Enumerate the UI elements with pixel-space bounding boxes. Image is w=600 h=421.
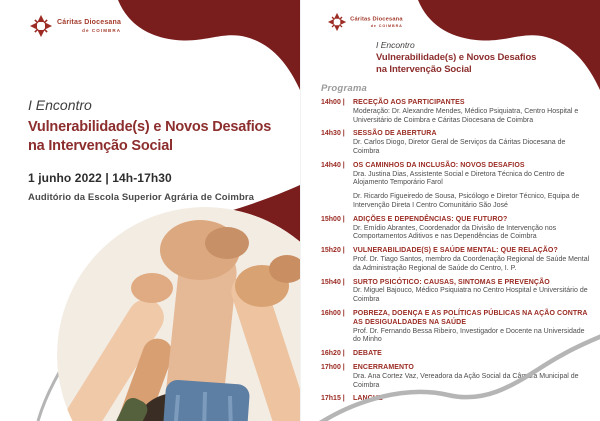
logo-text (350, 16, 403, 28)
program-item-description: Dr. Miguel Bajouco, Médico Psiquiatra no Centro Hospital e Universitário de Coimbra (353, 287, 588, 304)
program-item (321, 247, 591, 273)
event-venue: Auditório da Escola Superior Agrária de Coimbra (28, 192, 255, 204)
caritas-logo (328, 13, 403, 31)
program-item-title: ADIÇÕES E DEPENDÊNCIAS: QUE FUTURO? (353, 215, 508, 223)
logo-text (57, 19, 121, 33)
program-item-time: 14h00 | (321, 99, 345, 106)
program-item-title: ENCERRAMENTO (353, 363, 414, 371)
gray-wave-line (310, 321, 600, 421)
program-item-description: Moderação: Dr. Alexandre Mendes, Médico Psiquiatra, Centro Hospital e Universitário de Coimbra e Cáritas Diocesana de Coimbra (353, 107, 579, 124)
event-title-line2: na Intervenção Social (28, 137, 173, 154)
event-title-line2: na Intervenção Social (376, 64, 472, 76)
logo-title: Cáritas Diocesana (57, 18, 122, 26)
program-item-body (353, 279, 591, 305)
program-item-description: Dr. Ricardo Figueiredo de Sousa, Psicólogo e Diretor Técnico, Equipa de Intervenção Direta I Centro Comunitário São José (353, 193, 580, 209)
program-item-title: RECEÇÃO AOS PARTICIPANTES (353, 99, 465, 106)
program-item-title: VULNERABILIDADE(S) E SAÚDE MENTAL: QUE RELAÇÃO? (353, 247, 558, 255)
program-page-header (376, 40, 591, 77)
red-blob-decoration (116, 0, 300, 110)
program-item-description: Dr. Carlos Diogo, Diretor Geral de Serviços da Cáritas Diocesana de Coimbra (353, 139, 566, 155)
program-item-title: POBREZA, DOENÇA E AS POLÍTICAS PÚBLICAS NA AÇÃO CONTRA AS DESIGUALDADES NA SAÚDE (353, 309, 588, 326)
program-item-body (353, 216, 591, 242)
program-item-title: SESSÃO DE ABERTURA (353, 130, 437, 138)
program-item-body (353, 130, 591, 156)
event-title-line1: Vulnerabilidade(s) e Novos Desafios (28, 119, 272, 135)
program-label: Programa (321, 83, 367, 94)
program-item-time: 14h40 | (321, 161, 345, 169)
caritas-cross-icon (30, 15, 52, 37)
hands-photo-composition (0, 150, 300, 421)
program-item-description: Dr. Emídio Abrantes, Coordenador da Divisão de Intervenção nos Comportamentos Aditivos e nas Dependências de Coimbra (353, 224, 557, 241)
program-item-body (353, 162, 591, 211)
program-item-time: 16h20 | (321, 350, 345, 358)
logo-title: Cáritas Diocesana (350, 16, 403, 22)
event-title-line1: Vulnerabilidade(s) e Novos Desafios (376, 52, 537, 63)
program-item (321, 162, 591, 211)
program-item-title: DEBATE (353, 350, 382, 358)
event-edition: I Encontro (28, 97, 92, 113)
program-item (321, 130, 591, 156)
program-item-time: 16h00 | (321, 309, 345, 317)
program-page (300, 0, 600, 421)
caritas-cross-icon (328, 13, 346, 31)
program-item-time: 15h20 | (321, 247, 345, 255)
logo-subtitle: de COIMBRA (370, 23, 403, 28)
program-item-time: 17h15 | (321, 395, 345, 403)
program-item (321, 99, 591, 125)
program-item (321, 279, 591, 305)
hands-photo (55, 207, 300, 421)
program-item-time: 15h00 | (321, 215, 345, 223)
program-item-description: Dra. Justina Dias, Assistente Social e Diretora Técnica do Centro de Alojamento Temporário Farol (353, 170, 565, 187)
logo-subtitle: de COIMBRA (82, 27, 122, 33)
program-item-time: 14h30 | (321, 130, 345, 138)
program-item-description: Prof. Dr. Fernando Bessa Ribeiro, Investigador e Docente na Universidade do Minho (353, 327, 585, 344)
program-item-description: Prof. Dr. Tiago Santos, membro da Coordenação Regional de Saúde Mental da Administração Regional de Saúde do Centro, I. P. (353, 255, 590, 272)
program-item-description: Dra. Ana Cortez Vaz, Vereadora da Ação Social da Câmara Municipal de Coimbra (353, 372, 579, 389)
event-edition: I Encontro (376, 40, 415, 50)
program-item (321, 216, 591, 242)
program-item-time: 15h40 | (321, 278, 345, 286)
program-item-title: LANCHE (353, 395, 383, 403)
caritas-logo (30, 15, 121, 37)
event-title (376, 52, 591, 77)
program-item-title: OS CAMINHOS DA INCLUSÃO: NOVOS DESAFIOS (353, 161, 525, 169)
program-item-body (353, 247, 591, 273)
program-item-title: SURTO PSICÓTICO: CAUSAS, SINTOMAS E PREVENÇÃO (353, 278, 550, 286)
event-datetime: 1 junho 2022 | 14h-17h30 (28, 171, 172, 186)
program-item-body (353, 99, 591, 125)
program-item-time: 17h00 | (321, 363, 345, 371)
